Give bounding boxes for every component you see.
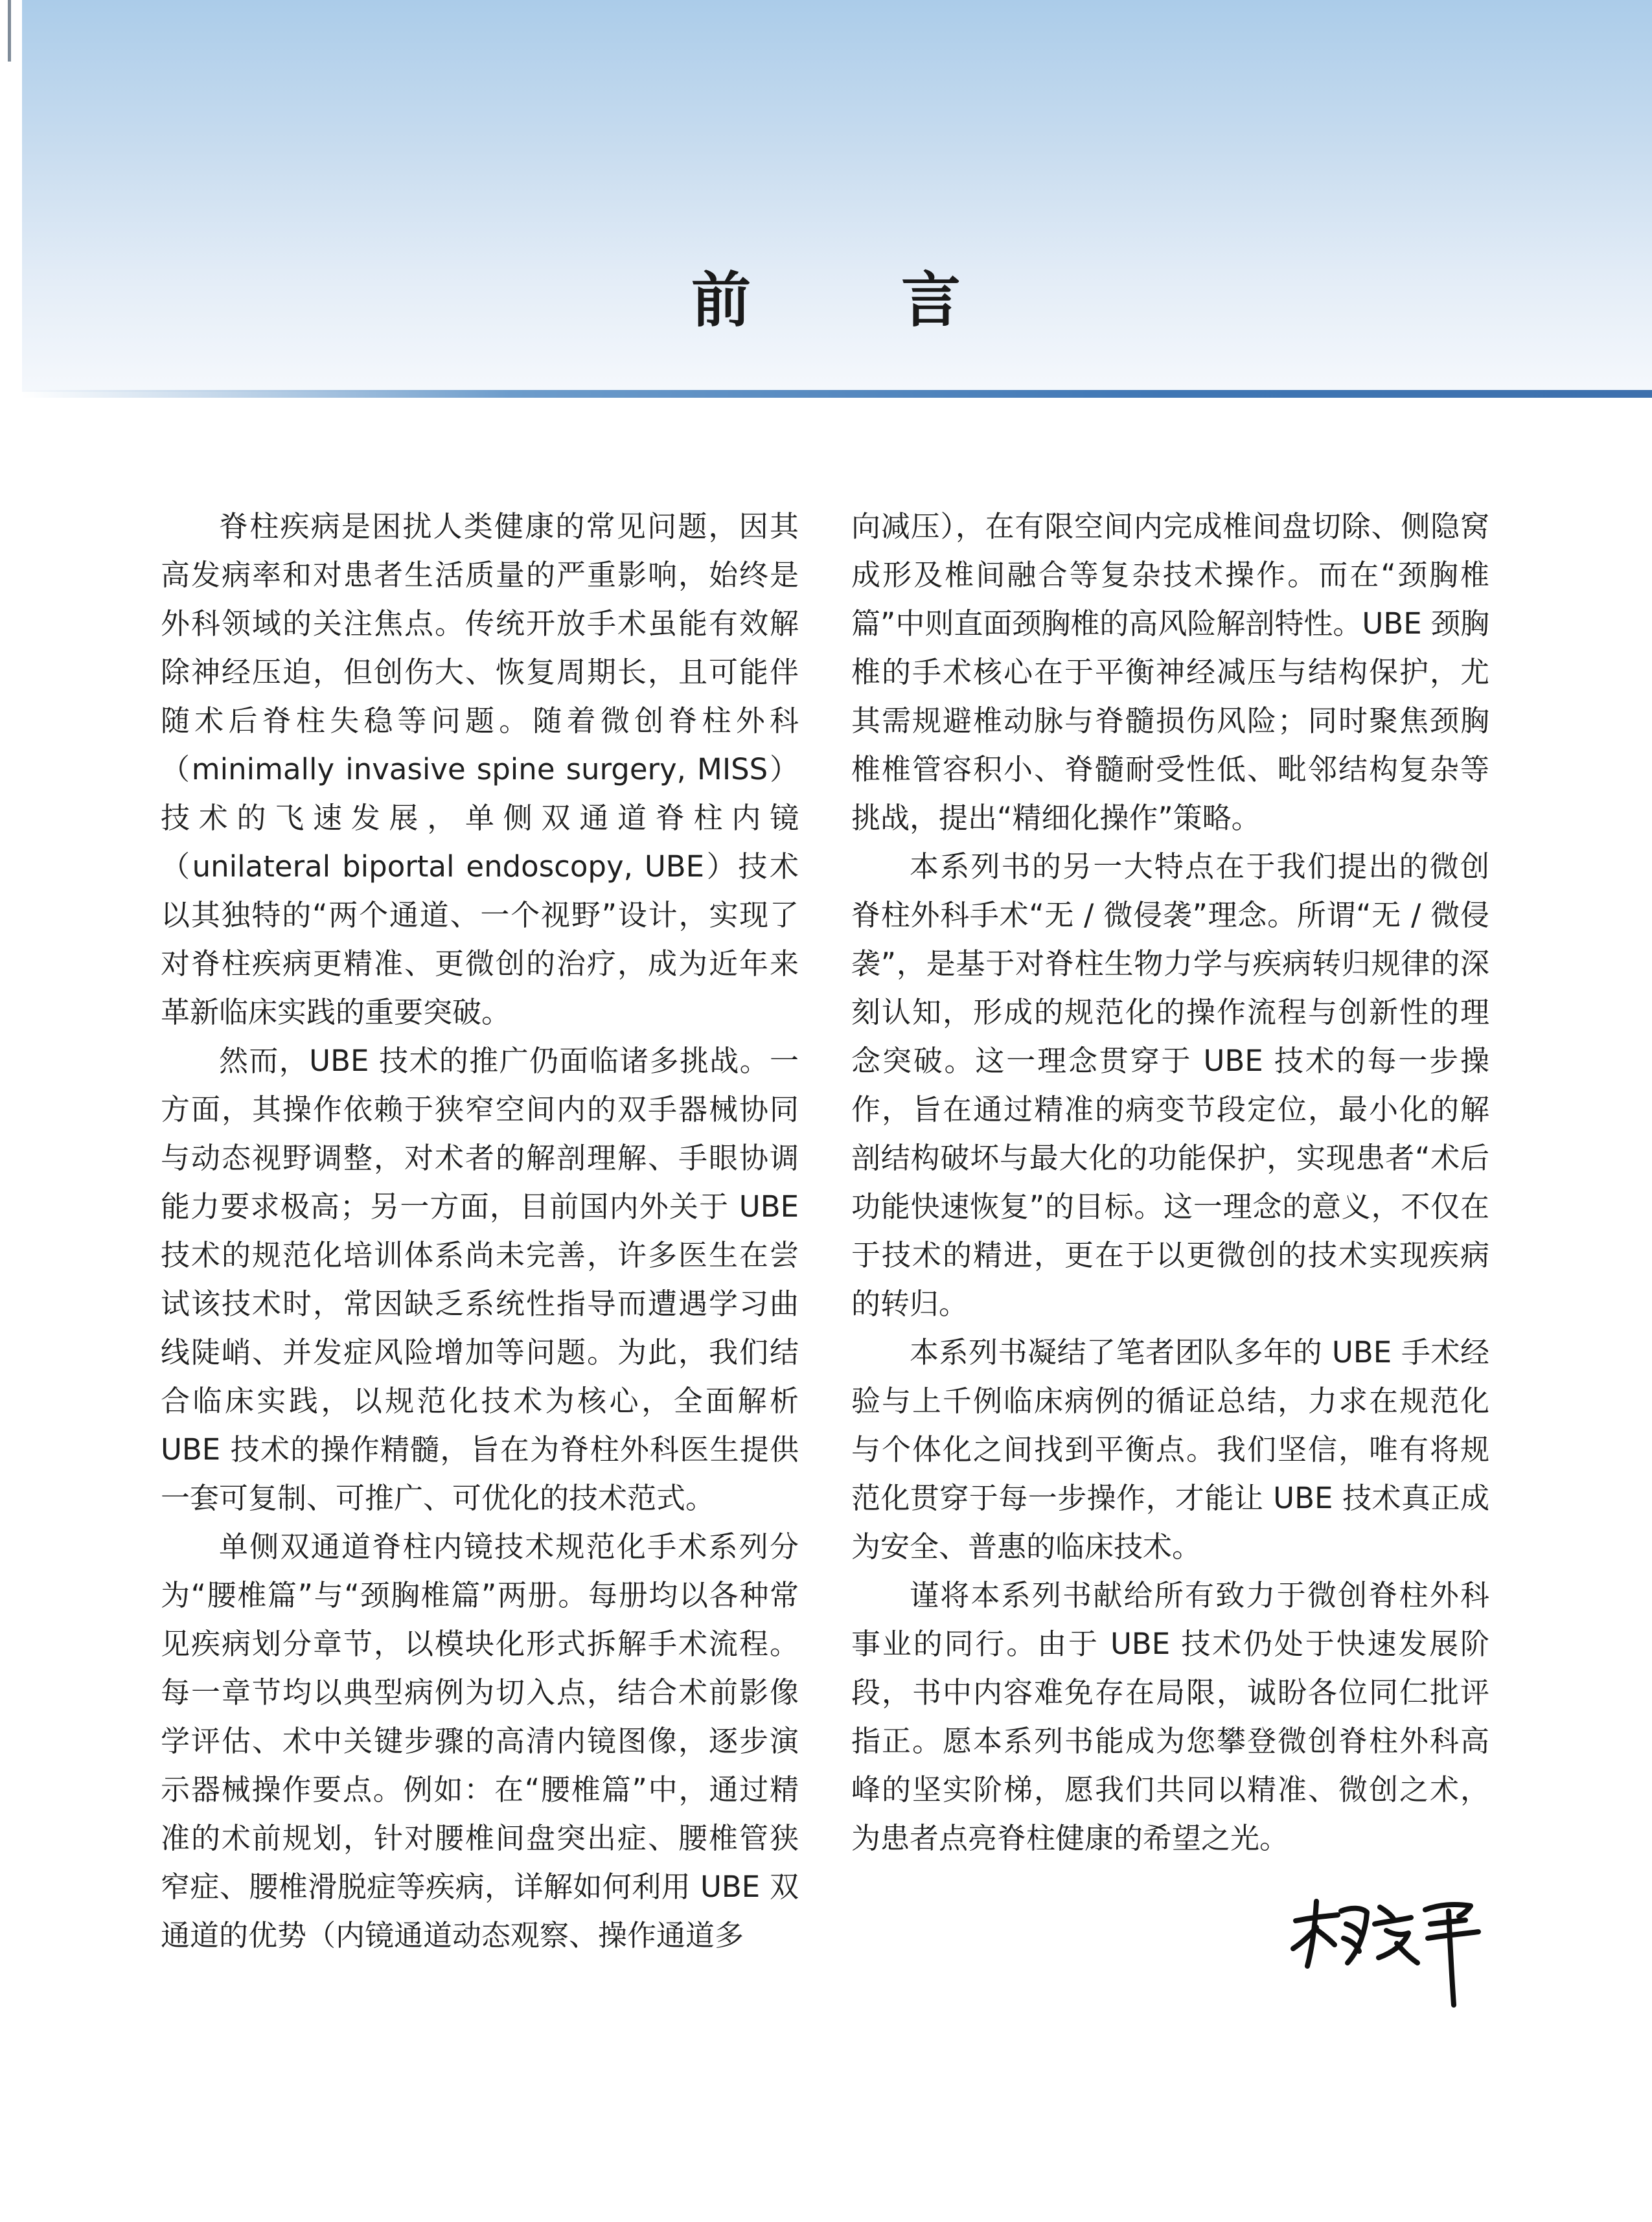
paragraph: 单侧双通道脊柱内镜技术规范化手术系列分为“腰椎篇”与“颈胸椎篇”两册。每册均以各种常见疾病划分章节，以模块化形式拆解手术流程。每一章节均以典型病例为切入点，结合术前影像学评估、术中关键步骤的高清内镜图像，逐步演示器械操作要点。例如：在“腰椎篇”中，通过精准的术前规划，针对腰椎间盘突出症、腰椎管狭窄症、腰椎滑脱症等疾病，详解如何利用 UBE 双通道的优势（内镜通道动态观察、操作通道多 <box>161 1529 799 1953</box>
paragraph: 脊柱疾病是困扰人类健康的常见问题，因其高发病率和对患者生活质量的严重影响，始终是外科领域的关注焦点。传统开放手术虽能有效解除神经压迫，但创伤大、恢复周期长，且可能伴随术后脊柱失稳等问题。随着微创脊柱外科（minimally invasive spine surgery, MISS） 技术的飞速发展，单侧双通道脊柱内镜（unilateral biportal endoscopy, UBE）技术以其独特的“两个通道、一个视野”设计，实现了对脊柱疾病更精准、更微创的治疗，成为近年来革新临床实践的重要突破。 <box>161 509 799 1029</box>
paragraph-continued: 向减压），在有限空间内完成椎间盘切除、侧隐窝成形及椎间融合等复杂技术操作。而在“颈胸椎篇”中则直面颈胸椎的高风险解剖特性。UBE 颈胸椎的手术核心在于平衡神经减压与结构保护，尤其需规避椎动脉与脊髓损伤风险；同时聚焦颈胸椎椎管容积小、脊髓耐受性低、毗邻结构复杂等挑战，提出“精细化操作”策略。 <box>851 509 1489 835</box>
paragraph: 本系列书凝结了笔者团队多年的 UBE 手术经验与上千例临床病例的循证总结，力求在规范化与个体化之间找到平衡点。我们坚信，唯有将规范化贯穿于每一步操作，才能让 UBE 技术真正成为安全、普惠的临床技术。 <box>851 1335 1489 1564</box>
left-margin-strip <box>0 0 22 392</box>
signature-drawing <box>1289 1898 1484 2008</box>
header-rule <box>22 390 1652 398</box>
paragraph: 本系列书的另一大特点在于我们提出的微创脊柱外科手术“无 / 微侵袭”理念。所谓“无 / 微侵袭”，是基于对脊柱生物力学与疾病转归规律的深刻认知，形成的规范化的操作流程与创新性的理念突破。这一理念贯穿于 UBE 技术的每一步操作，旨在通过精准的病变节段定位，最小化的解剖结构破坏与最大化的功能保护，实现患者“术后功能快速恢复”的目标。这一理念的意义，不仅在于技术的精进，更在于以更微创的技术实现疾病的转归。 <box>851 849 1489 1321</box>
left-column <box>161 502 799 1960</box>
right-column <box>851 502 1489 1862</box>
edge-mark <box>8 0 11 62</box>
paragraph: 然而，UBE 技术的推广仍面临诸多挑战。一方面，其操作依赖于狭窄空间内的双手器械协同与动态视野调整，对术者的解剖理解、手眼协调能力要求极高；另一方面，目前国内外关于 UBE 技术的规范化培训体系尚未完善，许多医生在尝试该技术时，常因缺乏系统性指导而遭遇学习曲线陡峭、并发症风险增加等问题。为此，我们结合临床实践，以规范化技术为核心，全面解析 UBE 技术的操作精髓，旨在为脊柱外科医生提供一套可复制、可推广、可优化的技术范式。 <box>161 1044 799 1515</box>
handwritten-signature <box>1289 1898 1484 2008</box>
paragraph: 谨将本系列书献给所有致力于微创脊柱外科事业的同行。由于 UBE 技术仍处于快速发展阶段，书中内容难免存在局限，诚盼各位同仁批评指正。愿本系列书能成为您攀登微创脊柱外科高峰的坚实阶梯，愿我们共同以精准、微创之术，为患者点亮脊柱健康的希望之光。 <box>851 1578 1489 1855</box>
page-title: 前 言 <box>691 264 1026 335</box>
